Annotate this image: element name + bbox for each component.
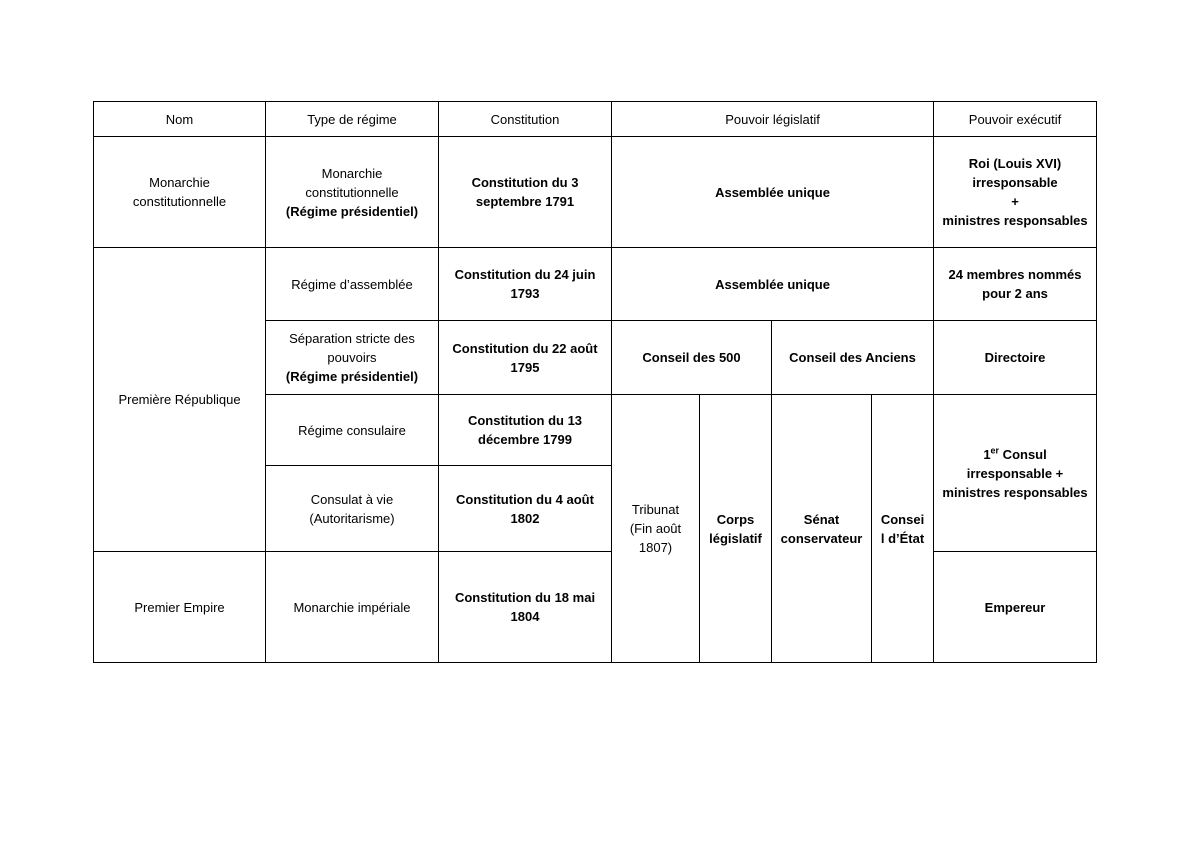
regimes-table — [93, 101, 1097, 663]
text-line: Séparation stricte des — [289, 331, 415, 346]
cell-conseil-anciens: Conseil des Anciens — [772, 321, 934, 395]
text-line: Constitution du 4 août — [456, 491, 594, 507]
text-line: (Fin août — [629, 521, 682, 536]
text-line: pouvoirs — [327, 350, 377, 365]
cell-executif — [934, 248, 1097, 321]
text-line: Constitution du 24 juin — [454, 267, 596, 282]
cell-legislatif: Assemblée unique — [612, 137, 934, 248]
text-line: Sénat — [803, 511, 840, 527]
text-line: irresponsable + — [966, 465, 1064, 481]
text-line: pour 2 ans — [982, 286, 1048, 301]
consul-ordinal-sup: er — [990, 445, 1000, 456]
cell-type: Régime d’assemblée — [266, 248, 439, 321]
cell-type — [266, 321, 439, 395]
text-line: + — [1011, 194, 1019, 209]
cell-conseil-etat — [872, 395, 934, 663]
text-line: 1807) — [638, 540, 673, 555]
text-line: conservateur — [780, 530, 863, 546]
text-line: septembre 1791 — [475, 194, 575, 209]
cell-tribunat — [612, 395, 700, 663]
cell-type — [266, 466, 439, 552]
cell-type — [266, 137, 439, 248]
header-row — [94, 102, 1097, 137]
text-line: législatif — [709, 530, 762, 546]
header-nom: Nom — [94, 102, 266, 137]
row-regime-assemblee — [94, 248, 1097, 321]
text-line: 24 membres nommés — [948, 267, 1082, 282]
text-line: constitutionnelle — [305, 184, 399, 200]
text-line: constitutionnelle — [132, 194, 227, 209]
cell-legislatif: Assemblée unique — [612, 248, 934, 321]
cell-constitution — [439, 248, 612, 321]
consul-ordinal: 1 — [983, 446, 991, 462]
text-line: l d’État — [880, 530, 925, 546]
cell-executif: Directoire — [934, 321, 1097, 395]
text-line: 1804 — [510, 609, 540, 624]
row-premier-empire — [94, 552, 1097, 663]
text-line: Consulat à vie — [310, 491, 394, 507]
cell-type: Régime consulaire — [266, 395, 439, 466]
cell-nom: Premier Empire — [94, 552, 266, 663]
cell-executif: Empereur — [934, 552, 1097, 663]
text-line: Monarchie — [321, 165, 383, 181]
text-line: Roi (Louis XVI) — [968, 156, 1062, 171]
cell-constitution — [439, 321, 612, 395]
text-line: Monarchie — [149, 175, 210, 190]
text-line: Constitution du 13 — [467, 413, 583, 428]
text-line: Tribunat — [631, 502, 680, 517]
text-line: 1793 — [510, 286, 540, 301]
cell-conseil-500: Conseil des 500 — [612, 321, 772, 395]
text-line: Consei — [880, 511, 925, 527]
cell-constitution — [439, 395, 612, 466]
text-line: ministres responsables — [942, 213, 1088, 228]
text-line: Corps — [716, 511, 755, 527]
cell-type: Monarchie impériale — [266, 552, 439, 663]
regime-note: (Régime présidentiel) — [285, 369, 419, 384]
text-line: 1795 — [510, 359, 540, 375]
text-line: irresponsable — [972, 175, 1058, 190]
cell-corps-legislatif — [700, 395, 772, 663]
header-constitution: Constitution — [439, 102, 612, 137]
text-line: ministres responsables — [942, 484, 1088, 500]
text-line: (Autoritarisme) — [309, 510, 395, 526]
cell-senat-conservateur — [772, 395, 872, 663]
consul-word: Consul — [999, 446, 1047, 462]
cell-constitution — [439, 552, 612, 663]
consul-title — [940, 445, 1090, 464]
text-line: Constitution du 3 — [471, 175, 579, 190]
text-line: 1802 — [510, 510, 540, 526]
header-executif: Pouvoir exécutif — [934, 102, 1097, 137]
text-line: décembre 1799 — [478, 432, 572, 447]
header-legislatif: Pouvoir législatif — [612, 102, 934, 137]
cell-executif — [934, 137, 1097, 248]
text-line: Constitution du 18 mai — [454, 590, 596, 605]
cell-executif-consul — [934, 395, 1097, 552]
cell-nom-premiere-republique: Première République — [94, 248, 266, 552]
cell-constitution — [439, 137, 612, 248]
header-type: Type de régime — [266, 102, 439, 137]
text-line: Constitution du 22 août — [452, 340, 598, 356]
regime-note: (Régime présidentiel) — [285, 203, 419, 219]
cell-nom — [94, 137, 266, 248]
row-monarchie-constitutionnelle — [94, 137, 1097, 248]
cell-constitution — [439, 466, 612, 552]
